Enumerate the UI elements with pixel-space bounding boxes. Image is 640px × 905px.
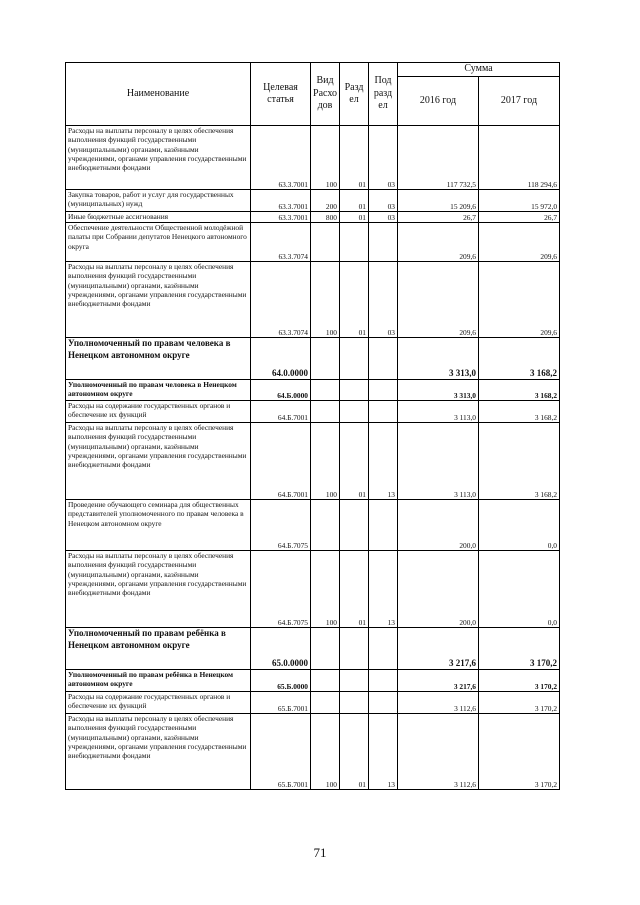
row-sum-2016: 3 313,0 bbox=[398, 338, 479, 380]
row-section bbox=[340, 692, 369, 714]
header-section: Разд ел bbox=[340, 63, 369, 126]
row-expense-type bbox=[311, 500, 340, 551]
row-sum-2016: 3 113,0 bbox=[398, 423, 479, 500]
row-code: 65.Б.0000 bbox=[251, 670, 311, 692]
table-row bbox=[66, 380, 560, 401]
row-subsection: 03 bbox=[369, 262, 398, 338]
row-sum-2017: 3 170,2 bbox=[479, 714, 560, 790]
row-sum-2016: 3 217,6 bbox=[398, 628, 479, 670]
row-sum-2016: 15 209,6 bbox=[398, 190, 479, 212]
row-name: Обеспечение деятельности Общественной молодёжной палаты при Собрании депутатов Ненецкого автономного округа bbox=[66, 223, 251, 262]
row-code: 64.Б.0000 bbox=[251, 380, 311, 401]
row-name: Иные бюджетные ассигнования bbox=[66, 212, 251, 223]
row-subsection: 13 bbox=[369, 714, 398, 790]
row-code: 64.Б.7075 bbox=[251, 551, 311, 628]
row-sum-2016: 3 217,6 bbox=[398, 670, 479, 692]
row-section: 01 bbox=[340, 714, 369, 790]
row-expense-type: 100 bbox=[311, 423, 340, 500]
table-row bbox=[66, 212, 560, 223]
row-expense-type: 100 bbox=[311, 262, 340, 338]
row-subsection bbox=[369, 338, 398, 380]
row-sum-2017: 0,0 bbox=[479, 551, 560, 628]
row-code: 65.Б.7001 bbox=[251, 692, 311, 714]
row-code: 64.Б.7001 bbox=[251, 423, 311, 500]
row-code: 63.3.7001 bbox=[251, 190, 311, 212]
table-row bbox=[66, 692, 560, 714]
row-sum-2017: 3 168,2 bbox=[479, 380, 560, 401]
row-code: 63.3.7074 bbox=[251, 262, 311, 338]
row-section bbox=[340, 401, 369, 423]
row-subsection bbox=[369, 628, 398, 670]
table-row bbox=[66, 190, 560, 212]
header-target-article: Целевая статья bbox=[251, 63, 311, 126]
row-name: Расходы на содержание государственных органов и обеспечение их функций bbox=[66, 401, 251, 423]
table-row bbox=[66, 262, 560, 338]
row-code: 63.3.7001 bbox=[251, 126, 311, 190]
header-sum: Сумма bbox=[398, 63, 560, 77]
row-section bbox=[340, 380, 369, 401]
row-name: Расходы на выплаты персоналу в целях обеспечения выполнения функций государственными (муниципальными) органами, казёнными учреждениями, органами управления государственными внебюджетными фондами bbox=[66, 423, 251, 500]
table-row bbox=[66, 126, 560, 190]
row-sum-2017: 3 168,2 bbox=[479, 338, 560, 380]
row-code: 63.3.7001 bbox=[251, 212, 311, 223]
row-sum-2017: 3 168,2 bbox=[479, 423, 560, 500]
budget-table bbox=[65, 62, 560, 790]
row-sum-2017: 26,7 bbox=[479, 212, 560, 223]
row-subsection bbox=[369, 692, 398, 714]
row-name: Расходы на выплаты персоналу в целях обеспечения выполнения функций государственными (муниципальными) органами, казёнными учреждениями, органами управления государственными внебюджетными фондами bbox=[66, 126, 251, 190]
row-sum-2016: 209,6 bbox=[398, 223, 479, 262]
row-code: 64.0.0000 bbox=[251, 338, 311, 380]
row-sum-2017: 3 170,2 bbox=[479, 692, 560, 714]
row-subsection bbox=[369, 401, 398, 423]
row-name: Расходы на выплаты персоналу в целях обеспечения выполнения функций государственными (муниципальными) органами, казёнными учреждениями, органами управления государственными внебюджетными фондами bbox=[66, 714, 251, 790]
row-expense-type bbox=[311, 692, 340, 714]
row-section bbox=[340, 338, 369, 380]
row-name: Расходы на выплаты персоналу в целях обеспечения выполнения функций государственными (муниципальными) органами, казёнными учреждениями, органами управления государственными внебюджетными фондами bbox=[66, 262, 251, 338]
row-sum-2017: 3 170,2 bbox=[479, 628, 560, 670]
row-code: 65.Б.7001 bbox=[251, 714, 311, 790]
table-row bbox=[66, 628, 560, 670]
row-subsection: 03 bbox=[369, 190, 398, 212]
row-subsection: 13 bbox=[369, 551, 398, 628]
header-subsection: Под разд ел bbox=[369, 63, 398, 126]
row-sum-2016: 3 112,6 bbox=[398, 692, 479, 714]
row-expense-type: 200 bbox=[311, 190, 340, 212]
row-sum-2016: 3 112,6 bbox=[398, 714, 479, 790]
table-row bbox=[66, 500, 560, 551]
row-name: Уполномоченный по правам ребёнка в Ненецком автономном округе bbox=[66, 670, 251, 692]
row-sum-2017: 3 168,2 bbox=[479, 401, 560, 423]
row-expense-type bbox=[311, 401, 340, 423]
row-code: 64.Б.7075 bbox=[251, 500, 311, 551]
row-expense-type bbox=[311, 628, 340, 670]
row-subsection bbox=[369, 500, 398, 551]
header-year-2017: 2017 год bbox=[479, 77, 560, 126]
row-name: Расходы на содержание государственных органов и обеспечение их функций bbox=[66, 692, 251, 714]
row-section bbox=[340, 628, 369, 670]
row-sum-2017: 3 170,2 bbox=[479, 670, 560, 692]
row-expense-type: 800 bbox=[311, 212, 340, 223]
row-sum-2016: 3 113,0 bbox=[398, 401, 479, 423]
row-name: Уполномоченный по правам человека в Ненецком автономном округе bbox=[66, 380, 251, 401]
row-sum-2016: 26,7 bbox=[398, 212, 479, 223]
row-section: 01 bbox=[340, 551, 369, 628]
row-subsection: 03 bbox=[369, 126, 398, 190]
row-code: 64.Б.7001 bbox=[251, 401, 311, 423]
row-expense-type: 100 bbox=[311, 714, 340, 790]
table-row bbox=[66, 401, 560, 423]
row-name: Уполномоченный по правам ребёнка в Ненецком автономном округе bbox=[66, 628, 251, 670]
row-sum-2017: 209,6 bbox=[479, 223, 560, 262]
row-expense-type bbox=[311, 380, 340, 401]
row-sum-2016: 200,0 bbox=[398, 500, 479, 551]
row-name: Закупка товаров, работ и услуг для государственных (муниципальных) нужд bbox=[66, 190, 251, 212]
row-expense-type bbox=[311, 338, 340, 380]
row-section: 01 bbox=[340, 212, 369, 223]
row-sum-2016: 117 732,5 bbox=[398, 126, 479, 190]
table-row bbox=[66, 670, 560, 692]
header-name: Наименование bbox=[66, 63, 251, 126]
row-sum-2017: 209,6 bbox=[479, 262, 560, 338]
row-subsection: 03 bbox=[369, 212, 398, 223]
header-year-2016: 2016 год bbox=[398, 77, 479, 126]
row-name: Расходы на выплаты персоналу в целях обеспечения выполнения функций государственными (муниципальными) органами, казёнными учреждениями, органами управления государственными внебюджетными фондами bbox=[66, 551, 251, 628]
row-name: Проведение обучающего семинара для общественных представителей уполномоченного по правам человека в Ненецком автономном округе bbox=[66, 500, 251, 551]
table-row bbox=[66, 551, 560, 628]
row-name: Уполномоченный по правам человека в Ненецком автономном округе bbox=[66, 338, 251, 380]
row-section bbox=[340, 670, 369, 692]
row-code: 63.3.7074 bbox=[251, 223, 311, 262]
page-number: 71 bbox=[313, 845, 327, 860]
row-sum-2016: 209,6 bbox=[398, 262, 479, 338]
row-sum-2017: 0,0 bbox=[479, 500, 560, 551]
row-expense-type bbox=[311, 670, 340, 692]
header-expense-type: Вид Расхо дов bbox=[311, 63, 340, 126]
row-sum-2017: 118 294,6 bbox=[479, 126, 560, 190]
row-subsection bbox=[369, 223, 398, 262]
row-subsection bbox=[369, 380, 398, 401]
row-section: 01 bbox=[340, 262, 369, 338]
row-subsection bbox=[369, 670, 398, 692]
row-sum-2016: 200,0 bbox=[398, 551, 479, 628]
row-subsection: 13 bbox=[369, 423, 398, 500]
row-sum-2016: 3 313,0 bbox=[398, 380, 479, 401]
row-expense-type: 100 bbox=[311, 126, 340, 190]
row-section bbox=[340, 500, 369, 551]
table-row bbox=[66, 338, 560, 380]
row-sum-2017: 15 972,0 bbox=[479, 190, 560, 212]
row-expense-type: 100 bbox=[311, 551, 340, 628]
table-row bbox=[66, 223, 560, 262]
table-row bbox=[66, 714, 560, 790]
row-code: 65.0.0000 bbox=[251, 628, 311, 670]
row-section bbox=[340, 223, 369, 262]
row-section: 01 bbox=[340, 423, 369, 500]
row-section: 01 bbox=[340, 126, 369, 190]
table-row bbox=[66, 423, 560, 500]
row-section: 01 bbox=[340, 190, 369, 212]
row-expense-type bbox=[311, 223, 340, 262]
